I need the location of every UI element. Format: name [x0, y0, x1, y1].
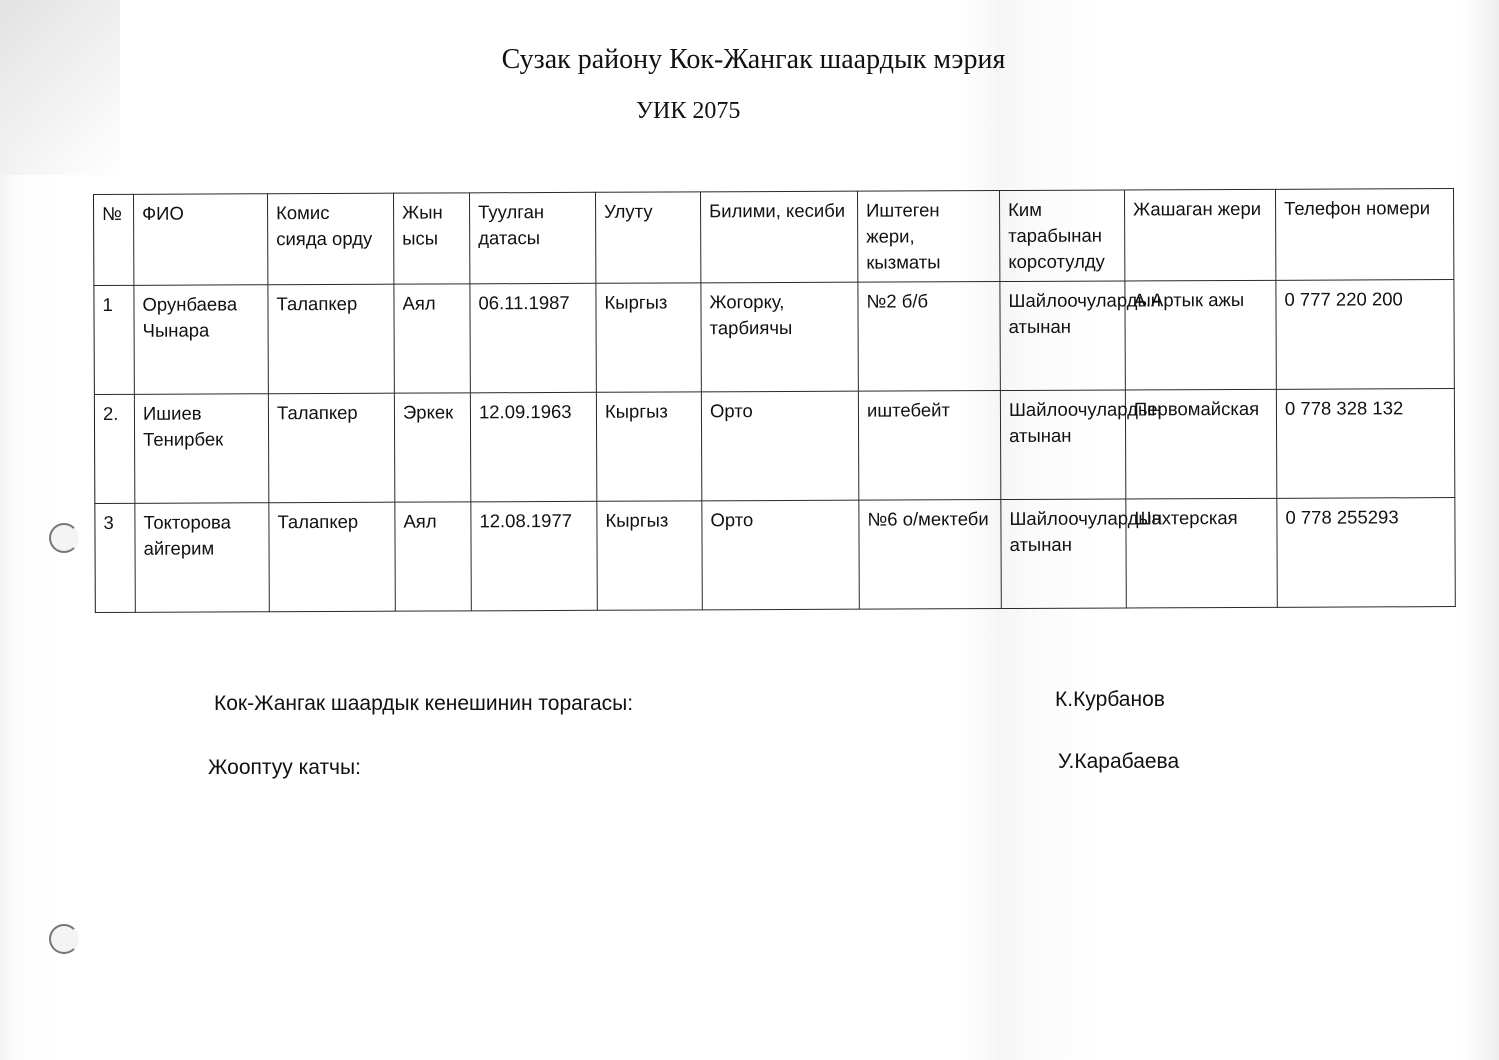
header-workplace: Иштеген жери, кызматы: [857, 191, 999, 283]
cell-gender: Эркек: [394, 393, 470, 502]
header-phone: Телефон номери: [1275, 189, 1453, 281]
document-title: Сузак району Кок-Жангак шаардык мэрия: [501, 44, 1006, 75]
cell-workplace: иштебейт: [858, 391, 1000, 501]
cell-name: Токторова айгерим: [135, 503, 269, 613]
header-gender: Жын ысы: [393, 193, 469, 284]
cell-education: Жогорку, тарбиячы: [701, 282, 858, 392]
header-nationality: Улуту: [595, 192, 700, 283]
scan-shadow: [0, 0, 120, 175]
header-number: №: [94, 194, 134, 285]
cell-birth-date: 12.08.1977: [471, 501, 597, 611]
cell-number: 1: [94, 285, 134, 394]
header-birth-date: Туулган датасы: [469, 192, 595, 284]
cell-nationality: Кыргыз: [597, 501, 702, 610]
header-nominated-by: Ким тарабынан корсотулду: [999, 190, 1124, 282]
cell-phone: 0 777 220 200: [1276, 280, 1454, 390]
cell-gender: Аял: [394, 284, 470, 393]
cell-phone: 0 778 328 132: [1276, 389, 1454, 499]
cell-education: Орто: [701, 391, 858, 501]
cell-education: Орто: [702, 500, 859, 610]
header-commission-role: Комис сияда орду: [268, 193, 394, 285]
cell-residence: А.Артык ажы: [1125, 280, 1276, 390]
cell-birth-date: 06.11.1987: [470, 283, 596, 393]
cell-nominated-by: Шайлоочулардын атынан: [1000, 281, 1125, 391]
signature-name: К.Курбанов: [1055, 688, 1165, 711]
header-education: Билими, кесиби: [700, 191, 857, 283]
header-residence: Жашаган жери: [1124, 189, 1275, 281]
signature-name: У.Карабаева: [1058, 750, 1180, 773]
table-row: [94, 389, 1454, 504]
cell-name: Орунбаева Чынара: [134, 285, 268, 395]
cell-nationality: Кыргыз: [596, 392, 701, 501]
cell-commission-role: Талапкер: [268, 284, 394, 394]
cell-number: 2.: [94, 394, 134, 503]
punch-hole-icon: [49, 523, 79, 553]
cell-commission-role: Талапкер: [269, 502, 395, 612]
document-subtitle: УИК 2075: [636, 98, 741, 124]
punch-hole-icon: [49, 924, 79, 954]
cell-workplace: №6 о/мектеби: [859, 500, 1001, 610]
cell-birth-date: 12.09.1963: [470, 392, 596, 502]
signature-role: Кок-Жангак шаардык кенешинин торагасы:: [214, 692, 634, 715]
cell-commission-role: Талапкер: [268, 393, 394, 503]
cell-name: Ишиев Тенирбек: [134, 394, 268, 504]
table-header-row: [94, 189, 1454, 286]
cell-nominated-by: Шайлоочулардын атынан: [1001, 499, 1126, 609]
cell-nominated-by: Шайлоочулардын атынан: [1000, 390, 1125, 500]
cell-nationality: Кыргыз: [596, 283, 701, 392]
cell-phone: 0 778 255293: [1277, 498, 1455, 608]
candidates-table: [93, 188, 1456, 613]
signature-role: Жооптуу катчы:: [208, 756, 361, 779]
cell-workplace: №2 б/б: [858, 282, 1000, 392]
cell-number: 3: [95, 503, 135, 612]
cell-residence: Первомайская: [1125, 389, 1276, 499]
cell-residence: Шахтерская: [1126, 498, 1277, 608]
table-row: [94, 280, 1454, 395]
header-name: ФИО: [134, 194, 268, 286]
table-row: [95, 498, 1455, 613]
cell-gender: Аял: [395, 502, 471, 611]
